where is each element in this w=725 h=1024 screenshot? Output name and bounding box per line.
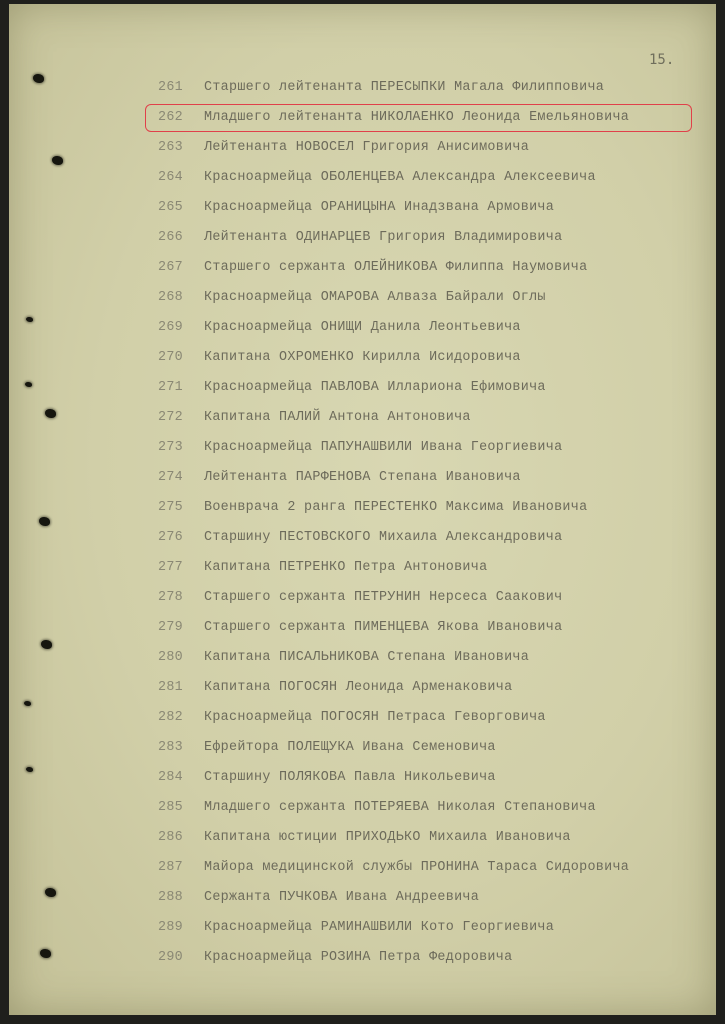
entry-number: 261 <box>158 80 184 95</box>
entry-text: Старшего сержанта ОЛЕЙНИКОВА Филиппа Наумовича <box>204 260 588 275</box>
list-item <box>158 226 562 250</box>
list-item <box>158 526 562 550</box>
entry-number: 285 <box>158 800 184 815</box>
entry-text: Майора медицинской службы ПРОНИНА Тараса Сидоровича <box>204 860 630 875</box>
entry-text: Лейтенанта НОВОСЕЛ Григория Анисимовича <box>204 140 530 155</box>
entry-number: 270 <box>158 350 184 365</box>
entry-text: Лейтенанта ПАРФЕНОВА Степана Ивановича <box>204 470 521 485</box>
list-item <box>158 736 496 760</box>
entry-text: Старшего сержанта ПЕТРУНИН Нерсеса Саакович <box>204 590 563 605</box>
entry-number: 264 <box>158 170 184 185</box>
entry-number: 283 <box>158 740 184 755</box>
list-item <box>158 766 496 790</box>
entry-text: Красноармейца РОЗИНА Петра Федоровича <box>204 950 513 965</box>
entry-number: 280 <box>158 650 184 665</box>
entry-number: 287 <box>158 860 184 875</box>
list-item <box>158 316 521 340</box>
list-item <box>158 886 479 910</box>
entry-text: Лейтенанта ОДИНАРЦЕВ Григория Владимировича <box>204 230 563 245</box>
list-item <box>158 406 471 430</box>
entry-number: 273 <box>158 440 184 455</box>
entry-text: Капитана ПИСАЛЬНИКОВА Степана Ивановича <box>204 650 530 665</box>
list-item <box>158 436 562 460</box>
entry-text: Красноармейца ОРАНИЦЫНА Инадзвана Армовича <box>204 200 555 215</box>
list-item <box>158 76 604 100</box>
entry-text: Младшего лейтенанта НИКОЛАЕНКО Леонида Емельяновича <box>204 110 630 125</box>
entry-number: 269 <box>158 320 184 335</box>
entry-text: Старшину ПОЛЯКОВА Павла Никольевича <box>204 770 496 785</box>
list-item <box>158 856 629 880</box>
entry-number: 277 <box>158 560 184 575</box>
list-item <box>158 706 546 730</box>
entry-text: Красноармейца ОНИЩИ Данила Леонтьевича <box>204 320 521 335</box>
entry-text: Военврача 2 ранга ПЕРЕСТЕНКО Максима Ивановича <box>204 500 588 515</box>
entry-number: 272 <box>158 410 184 425</box>
entry-text: Капитана юстиции ПРИХОДЬКО Михаила Ивановича <box>204 830 571 845</box>
entry-number: 281 <box>158 680 184 695</box>
entry-number: 262 <box>158 110 184 125</box>
entry-text: Старшего сержанта ПИМЕНЦЕВА Якова Ивановича <box>204 620 563 635</box>
entry-text: Красноармейца РАМИНАШВИЛИ Кото Георгиевича <box>204 920 555 935</box>
entry-text: Красноармейца ОМАРОВА Алваза Байрали Оглы <box>204 290 546 305</box>
entry-text: Красноармейца ПАПУНАШВИЛИ Ивана Георгиевича <box>204 440 563 455</box>
entry-text: Старшего лейтенанта ПЕРЕСЫПКИ Магала Филипповича <box>204 80 605 95</box>
entry-number: 274 <box>158 470 184 485</box>
list-item <box>158 826 571 850</box>
entry-text: Старшину ПЕСТОВСКОГО Михаила Александровича <box>204 530 563 545</box>
entry-text: Капитана ОХРОМЕНКО Кирилла Исидоровича <box>204 350 521 365</box>
list-item <box>158 136 529 160</box>
list-item <box>158 946 512 970</box>
highlight-box <box>145 104 692 132</box>
list-item <box>158 376 546 400</box>
entry-text: Красноармейца ПОГОСЯН Петраса Геворговича <box>204 710 546 725</box>
entry-number: 288 <box>158 890 184 905</box>
list-item <box>158 286 546 310</box>
entry-number: 278 <box>158 590 184 605</box>
list-item <box>158 676 512 700</box>
entry-number: 275 <box>158 500 184 515</box>
entry-number: 265 <box>158 200 184 215</box>
entry-number: 271 <box>158 380 184 395</box>
entry-number: 266 <box>158 230 184 245</box>
entry-number: 279 <box>158 620 184 635</box>
entry-text: Красноармейца ПАВЛОВА Илларионa Ефимовича <box>204 380 546 395</box>
entry-number: 276 <box>158 530 184 545</box>
list-item <box>158 196 554 220</box>
list-item <box>158 496 587 520</box>
list-item <box>158 796 596 820</box>
entry-number: 282 <box>158 710 184 725</box>
list-item <box>158 916 554 940</box>
list-item <box>158 346 521 370</box>
entry-number: 289 <box>158 920 184 935</box>
entry-number: 284 <box>158 770 184 785</box>
list-item <box>158 256 587 280</box>
list-item <box>158 556 487 580</box>
entry-text: Ефрейтора ПОЛЕЩУКА Ивана Семеновича <box>204 740 496 755</box>
list-item <box>158 466 521 490</box>
entry-text: Красноармейца ОБОЛЕНЦЕВА Александра Алексеевича <box>204 170 596 185</box>
entry-text: Капитана ПАЛИЙ Антона Антоновича <box>204 410 471 425</box>
list-item <box>158 166 596 190</box>
entry-text: Капитана ПЕТРЕНКО Петра Антоновича <box>204 560 488 575</box>
list-item <box>158 616 562 640</box>
entry-number: 267 <box>158 260 184 275</box>
entry-number: 268 <box>158 290 184 305</box>
entry-number: 290 <box>158 950 184 965</box>
entry-text: Младшего сержанта ПОТЕРЯЕВА Николая Степановича <box>204 800 596 815</box>
list-item <box>158 646 529 670</box>
list-item <box>158 586 562 610</box>
entry-number: 263 <box>158 140 184 155</box>
entry-text: Капитана ПОГОСЯН Леонида Арменаковича <box>204 680 513 695</box>
page-number: 15. <box>649 52 675 68</box>
entry-number: 286 <box>158 830 184 845</box>
entry-text: Сержанта ПУЧКОВА Ивана Андреевича <box>204 890 480 905</box>
